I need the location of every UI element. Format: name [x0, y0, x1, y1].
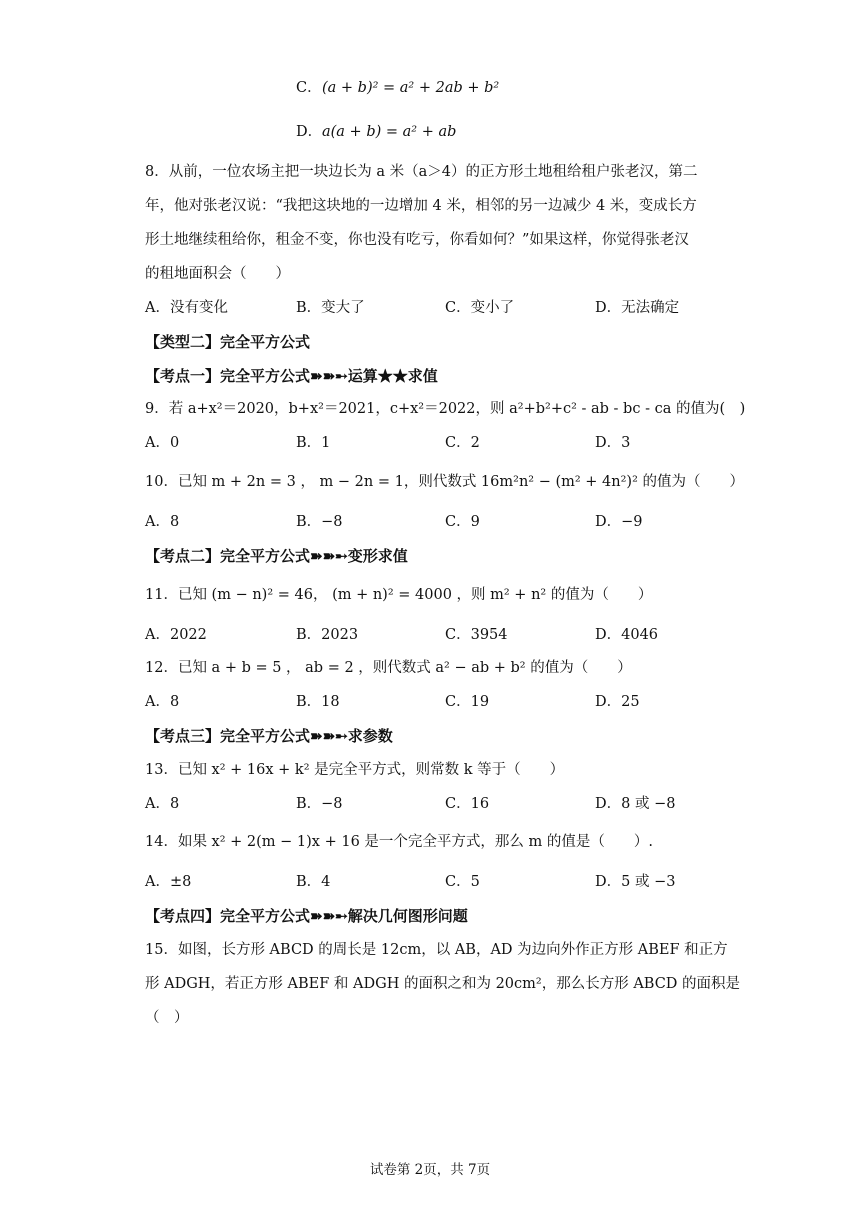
q10-option-d: D．−9: [595, 514, 643, 530]
q14-option-d: D．5 或 −3: [595, 874, 676, 890]
q10-text: 10．已知 m + 2n = 3 ， m − 2n = 1，则代数式 16m²n² − (m² + 4n²)² 的值为（ ）: [145, 474, 745, 490]
q7-option-d: D．: [296, 124, 323, 140]
q10-option-c: C．9: [445, 514, 480, 530]
q13-option-d: D．8 或 −8: [595, 796, 676, 812]
q11-option-b: B．2023: [296, 627, 359, 643]
q14-option-a: A．±8: [145, 874, 192, 890]
q11-option-a: A．2022: [145, 627, 207, 643]
point-two-heading: 【考点二】完全平方公式➽➽➸变形求值: [145, 547, 408, 565]
q12-text: 12．已知 a + b = 5 ， ab = 2 ，则代数式 a² − ab + b² 的值为（ ）: [145, 660, 632, 676]
q13-option-c: C．16: [445, 796, 490, 812]
q9-option-c: C．2: [445, 435, 480, 451]
q12-option-c: C．19: [445, 694, 490, 710]
q12-option-d: D．25: [595, 694, 640, 710]
q8-line-2: 年，他对张老汉说：“我把这块地的一边增加 4 米，相邻的另一边减少 4 米，变成长方: [145, 198, 697, 214]
q9-option-a: A．0: [145, 435, 180, 451]
q8-line-3: 形土地继续租给你，租金不变，你也没有吃亏，你看如何？”如果这样，你觉得张老汉: [145, 232, 689, 248]
q13-option-a: A．8: [145, 796, 180, 812]
q7-option-c: C．: [296, 80, 322, 96]
q10-option-a: A．8: [145, 514, 180, 530]
q8-option-b: B．变大了: [296, 300, 365, 316]
q10-option-b: B．−8: [296, 514, 343, 530]
q8-option-a: A．没有变化: [145, 300, 228, 316]
q9-option-d: D．3: [595, 435, 631, 451]
point-one-heading: 【考点一】完全平方公式➽➽➸运算★★求值: [145, 367, 438, 385]
q15-line-3: （ ）: [145, 1010, 189, 1026]
q8-option-c: C．变小了: [445, 300, 515, 316]
q12-option-b: B．18: [296, 694, 340, 710]
q8-line-4: 的租地面积会（ ）: [145, 266, 290, 282]
q9-text: 9．若 a+x²＝2020，b+x²＝2021，c+x²＝2022，则 a²+b²+c² - ab - bc - ca 的值为( ): [145, 401, 746, 417]
q14-text: 14．如果 x² + 2(m − 1)x + 16 是一个完全平方式，那么 m 的值是（ ）.: [145, 834, 653, 850]
q13-option-b: B．−8: [296, 796, 343, 812]
page-footer: 试卷第 2页，共 7页: [369, 1162, 491, 1178]
section-type-two-heading: 【类型二】完全平方公式: [145, 333, 311, 351]
q11-option-d: D．4046: [595, 627, 659, 643]
q15-line-1: 15．如图，长方形 ABCD 的周长是 12cm，以 AB，AD 为边向外作正方形 ABEF 和正方: [145, 942, 728, 958]
q14-option-c: C．5: [445, 874, 480, 890]
point-three-heading: 【考点三】完全平方公式➽➽➸求参数: [145, 727, 393, 745]
q8-option-d: D．无法确定: [595, 300, 680, 316]
q9-option-b: B．1: [296, 435, 331, 451]
q7-option-c-expr: (a + b)² = a² + 2ab + b²: [322, 80, 500, 96]
point-four-heading: 【考点四】完全平方公式➽➽➸解决几何图形问题: [145, 907, 468, 925]
q14-option-b: B．4: [296, 874, 331, 890]
q7-option-d-expr: a(a + b) = a² + ab: [322, 124, 457, 140]
q11-text: 11．已知 (m − n)² = 46， (m + n)² = 4000 ，则 m² + n² 的值为（ ）: [145, 587, 653, 603]
q11-option-c: C．3954: [445, 627, 508, 643]
q8-line-1: 8．从前，一位农场主把一块边长为 a 米（a＞4）的正方形土地租给租户张老汉，第二: [145, 164, 698, 180]
q15-line-2: 形 ADGH，若正方形 ABEF 和 ADGH 的面积之和为 20cm²，那么长方形 ABCD 的面积是: [145, 976, 741, 992]
q13-text: 13．已知 x² + 16x + k² 是完全平方式，则常数 k 等于（ ）: [145, 762, 565, 778]
q12-option-a: A．8: [145, 694, 180, 710]
